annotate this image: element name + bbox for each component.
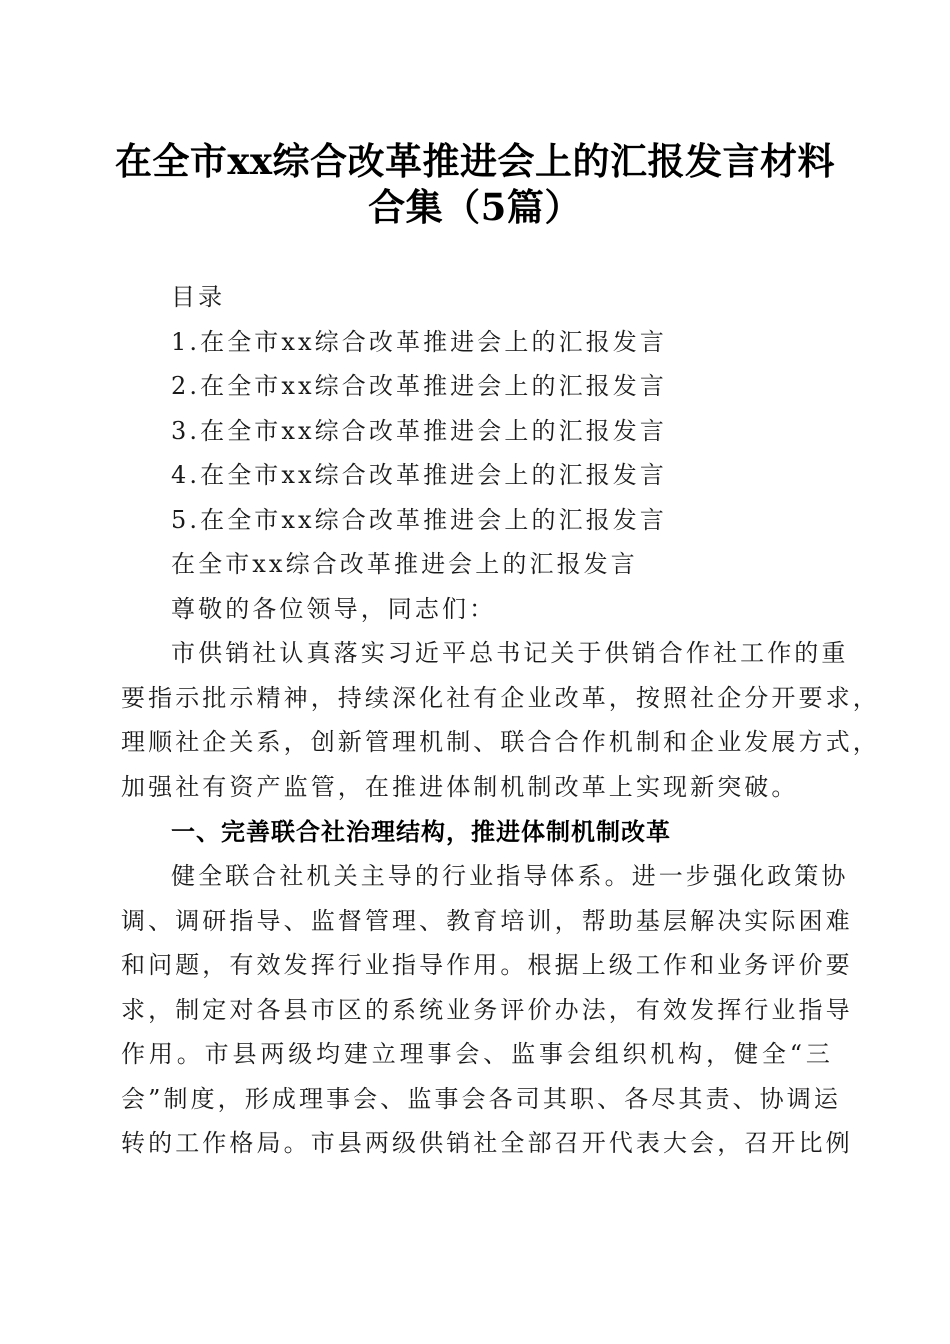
paragraph-2-line: 作用。市县两级均建立理事会、监事会组织机构，健全“三 [121, 1040, 833, 1068]
toc-item-2: 2.在全市xx综合改革推进会上的汇报发言 [171, 372, 667, 400]
paragraph-2-line: 转的工作格局。市县两级供销社全部召开代表大会，召开比例 [121, 1129, 853, 1157]
speech-title: 在全市xx综合改革推进会上的汇报发言 [171, 550, 638, 578]
paragraph-1-line: 理顺社企关系，创新管理机制、联合合作机制和企业发展方式， [121, 728, 880, 756]
toc-label: 目录 [171, 283, 226, 311]
paragraph-1-line: 市供销社认真落实习近平总书记关于供销合作社工作的重 [171, 639, 849, 667]
paragraph-1-line: 加强社有资产监管，在推进体制机制改革上实现新突破。 [121, 773, 799, 801]
document-title-line-2: 合集（5篇） [368, 185, 582, 229]
document-title-line-1: 在全市xx综合改革推进会上的汇报发言材料 [114, 139, 836, 183]
toc-item-3: 3.在全市xx综合改革推进会上的汇报发言 [171, 417, 667, 445]
toc-item-5: 5.在全市xx综合改革推进会上的汇报发言 [171, 506, 667, 534]
toc-item-4: 4.在全市xx综合改革推进会上的汇报发言 [171, 461, 667, 489]
salutation: 尊敬的各位领导，同志们： [171, 595, 497, 623]
paragraph-2-line: 健全联合社机关主导的行业指导体系。进一步强化政策协 [171, 862, 849, 890]
paragraph-1-line: 要指示批示精神，持续深化社有企业改革，按照社企分开要求， [121, 684, 880, 712]
section-1-heading: 一、完善联合社治理结构，推进体制机制改革 [171, 818, 671, 846]
paragraph-2-line: 求，制定对各县市区的系统业务评价办法，有效发挥行业指导 [121, 996, 853, 1024]
paragraph-2-line: 会”制度，形成理事会、监事会各司其职、各尽其责、协调运 [121, 1085, 841, 1113]
paragraph-2-line: 和问题，有效发挥行业指导作用。根据上级工作和业务评价要 [121, 951, 853, 979]
paragraph-2-line: 调、调研指导、监督管理、教育培训，帮助基层解决实际困难 [121, 907, 853, 935]
toc-item-1: 1.在全市xx综合改革推进会上的汇报发言 [171, 328, 667, 356]
